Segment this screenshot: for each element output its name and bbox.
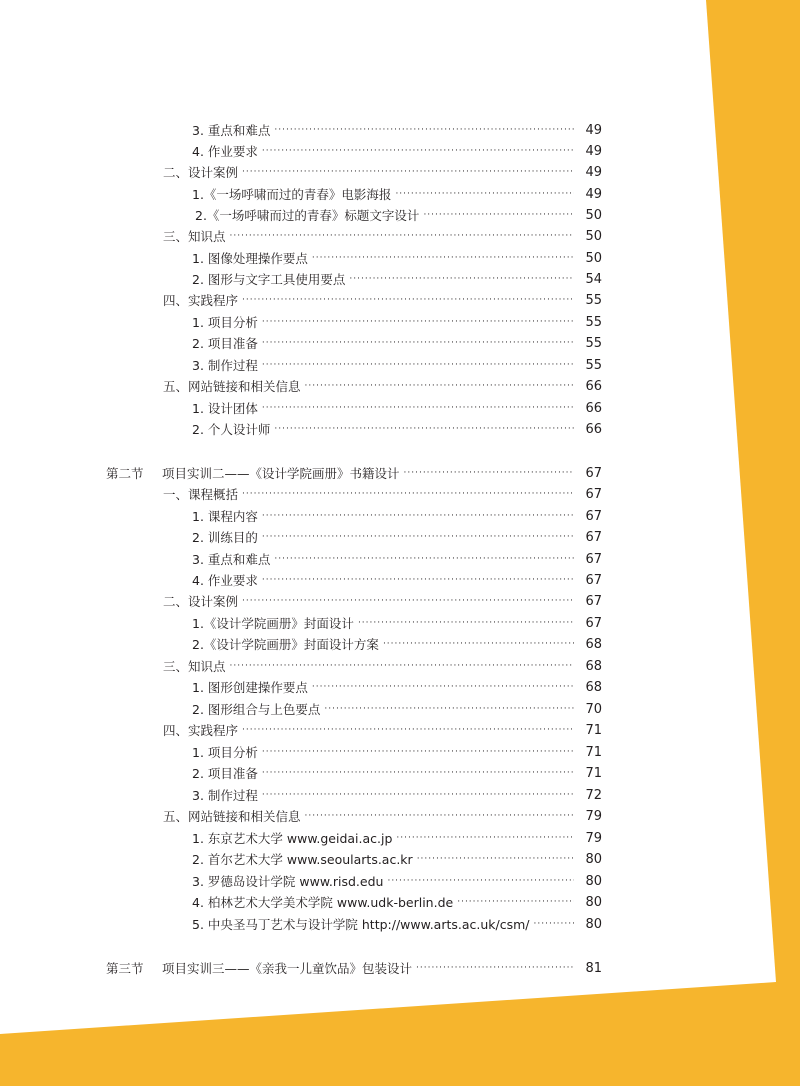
dot-leader [262, 360, 574, 370]
toc-entry[interactable] [192, 742, 602, 762]
toc-entry-page: 80 [585, 916, 602, 932]
toc-entry-page: 55 [585, 292, 602, 308]
toc-entry-page: 49 [585, 122, 602, 138]
toc-entry-page: 50 [585, 207, 602, 223]
toc-entry-page: 50 [585, 250, 602, 266]
toc-entry[interactable] [192, 634, 602, 654]
toc-entry[interactable] [163, 376, 602, 396]
toc-entry-page: 68 [585, 636, 602, 652]
dot-leader [242, 167, 574, 177]
toc-entry[interactable] [192, 549, 602, 569]
dot-leader [242, 725, 574, 735]
dot-leader [395, 189, 574, 199]
toc-entry-label: 五、网站链接和相关信息 [163, 809, 301, 824]
toc-section-tag: 第二节 [106, 466, 144, 481]
toc-entry[interactable] [192, 120, 602, 140]
toc-entry[interactable] [192, 269, 602, 289]
dot-leader [242, 596, 574, 606]
toc-entry[interactable] [163, 484, 602, 504]
toc-entry-label: 二、设计案例 [163, 594, 239, 609]
toc-entry-page: 81 [585, 960, 602, 976]
dot-leader [404, 468, 574, 478]
dot-leader [349, 274, 574, 284]
toc-entry[interactable] [192, 141, 602, 161]
toc-entry[interactable] [192, 398, 602, 418]
toc-entry-label: 1. 图形创建操作要点 [192, 680, 308, 695]
toc-entry-page: 55 [585, 335, 602, 351]
toc-entry[interactable] [192, 849, 602, 869]
toc-entry[interactable] [163, 656, 602, 676]
toc-entry[interactable] [163, 806, 602, 826]
dot-leader [312, 682, 574, 692]
toc-entry[interactable] [163, 226, 602, 246]
dot-leader [274, 125, 574, 135]
dot-leader [262, 747, 574, 757]
toc-entry-label: 1.《设计学院画册》封面设计 [192, 616, 354, 631]
toc-entry-label: 1. 项目分析 [192, 315, 258, 330]
toc-entry-label: 一、课程概括 [163, 487, 239, 502]
toc-entry[interactable] [192, 914, 602, 934]
dot-leader [262, 790, 574, 800]
dot-leader [262, 338, 574, 348]
dot-leader [383, 639, 574, 649]
dot-leader [230, 661, 574, 671]
toc-entry-label: 3. 罗德岛设计学院 www.risd.edu [192, 874, 384, 889]
dot-leader [262, 575, 574, 585]
toc-entry-page: 67 [585, 465, 602, 481]
toc-entry-label: 3. 制作过程 [192, 358, 258, 373]
toc-entry-label: 3. 制作过程 [192, 788, 258, 803]
toc-entry-page: 67 [585, 551, 602, 567]
toc-entry-page: 70 [585, 701, 602, 717]
toc-entry-page: 79 [585, 808, 602, 824]
toc-entry-page: 49 [585, 164, 602, 180]
toc-entry-label: 2. 图形组合与上色要点 [192, 702, 321, 717]
toc-entry-page: 80 [585, 851, 602, 867]
toc-entry-page: 66 [585, 421, 602, 437]
toc-entry-label: 三、知识点 [163, 659, 226, 674]
toc-entry-label: 1. 设计团体 [192, 401, 258, 416]
toc-entry-page: 67 [585, 572, 602, 588]
toc-entry[interactable] [192, 763, 602, 783]
toc-entry[interactable] [163, 290, 602, 310]
toc-entry[interactable] [192, 355, 602, 375]
dot-leader [457, 897, 574, 907]
toc-entry-page: 68 [585, 658, 602, 674]
dot-leader [312, 253, 574, 263]
toc-entry-label: 3. 重点和难点 [192, 552, 271, 567]
toc-entry-label: 三、知识点 [163, 229, 226, 244]
toc-entry-page: 49 [585, 186, 602, 202]
toc-section-title: 项目实训三——《亲我一儿童饮品》包装设计 [162, 961, 413, 976]
toc-entry-label: 四、实践程序 [163, 723, 239, 738]
toc-entry-page: 54 [585, 271, 602, 287]
dot-leader [262, 317, 574, 327]
toc-entry[interactable] [192, 785, 602, 805]
toc-entry[interactable] [192, 699, 602, 719]
toc-entry-page: 66 [585, 400, 602, 416]
toc-entry[interactable] [192, 184, 602, 204]
toc-entry[interactable] [192, 527, 602, 547]
toc-entry-label: 1.《一场呼啸而过的青春》电影海报 [192, 187, 392, 202]
toc-entry-label: 2. 图形与文字工具使用要点 [192, 272, 346, 287]
dot-leader [262, 403, 574, 413]
toc-entry-label: 3. 重点和难点 [192, 123, 271, 138]
toc-entry[interactable] [192, 506, 602, 526]
toc-entry[interactable] [192, 892, 602, 912]
toc-entry[interactable] [192, 312, 602, 332]
toc-entry-label: 2. 个人设计师 [192, 422, 271, 437]
toc-entry-label: 4. 柏林艺术大学美术学院 www.udk-berlin.de [192, 895, 454, 910]
toc-entry-page: 71 [585, 744, 602, 760]
dot-leader [242, 489, 574, 499]
toc-entry-page: 67 [585, 615, 602, 631]
toc-entry-page: 79 [585, 830, 602, 846]
dot-leader [262, 146, 574, 156]
toc-entry[interactable] [163, 162, 602, 182]
toc-entry-page: 50 [585, 228, 602, 244]
dot-leader [262, 768, 574, 778]
toc-entry-label: 2. 项目准备 [192, 766, 258, 781]
toc-entry-label: 四、实践程序 [163, 293, 239, 308]
toc-entry[interactable] [192, 677, 602, 697]
dot-leader [262, 532, 574, 542]
toc-section-tag: 第三节 [106, 961, 144, 976]
toc-section-title: 项目实训二——《设计学院画册》书籍设计 [162, 466, 400, 481]
dot-leader [242, 295, 574, 305]
dot-leader [262, 511, 574, 521]
dot-leader [358, 618, 574, 628]
dot-leader [274, 554, 574, 564]
toc-entry-page: 71 [585, 722, 602, 738]
toc-entry[interactable] [192, 613, 602, 633]
toc-entry[interactable] [192, 871, 602, 891]
toc-entry-page: 55 [585, 314, 602, 330]
dot-leader [230, 231, 574, 241]
toc-entry[interactable] [163, 591, 602, 611]
toc-entry[interactable] [192, 248, 602, 268]
toc-entry-page: 49 [585, 143, 602, 159]
toc-entry-label: 1. 课程内容 [192, 509, 258, 524]
toc-entry-page: 55 [585, 357, 602, 373]
dot-leader [387, 876, 574, 886]
toc-entry-page: 80 [585, 894, 602, 910]
dot-leader [534, 919, 574, 929]
toc-entry-label: 二、设计案例 [163, 165, 239, 180]
dot-leader [416, 963, 574, 973]
toc-section-entry[interactable] [106, 958, 602, 978]
toc-entry-label: 1. 图像处理操作要点 [192, 251, 308, 266]
toc-entry-page: 67 [585, 529, 602, 545]
toc-entry-page: 67 [585, 508, 602, 524]
toc-entry[interactable] [192, 570, 602, 590]
toc-entry-label: 2.《设计学院画册》封面设计方案 [192, 637, 379, 652]
toc-entry-label: 4. 作业要求 [192, 573, 258, 588]
toc-entry[interactable] [192, 828, 602, 848]
toc-entry-page: 67 [585, 486, 602, 502]
toc-entry-page: 67 [585, 593, 602, 609]
toc-entry-label: 1. 东京艺术大学 www.geidai.ac.jp [192, 831, 393, 846]
toc-entry-label: 2. 首尔艺术大学 www.seoularts.ac.kr [192, 852, 413, 867]
toc-entry-page: 71 [585, 765, 602, 781]
dot-leader [423, 210, 574, 220]
toc-entry-label: 4. 作业要求 [192, 144, 258, 159]
toc-entry-page: 80 [585, 873, 602, 889]
dot-leader [274, 424, 574, 434]
toc-entry-label: 五、网站链接和相关信息 [163, 379, 301, 394]
dot-leader [417, 854, 574, 864]
toc-entry[interactable] [195, 205, 602, 225]
toc-entry-label: 5. 中央圣马丁艺术与设计学院 http://www.arts.ac.uk/csm/ [192, 917, 530, 932]
toc-entry[interactable] [192, 333, 602, 353]
toc-entry-page: 68 [585, 679, 602, 695]
toc-entry-label: 1. 项目分析 [192, 745, 258, 760]
toc-entry[interactable] [163, 720, 602, 740]
dot-leader [324, 704, 574, 714]
toc-entry-page: 66 [585, 378, 602, 394]
toc-entry-label: 2. 项目准备 [192, 336, 258, 351]
dot-leader [396, 833, 574, 843]
toc-entry[interactable] [192, 419, 602, 439]
dot-leader [305, 811, 574, 821]
dot-leader [305, 381, 574, 391]
toc-entry-page: 72 [585, 787, 602, 803]
toc-entry-label: 2. 训练目的 [192, 530, 258, 545]
toc-section-entry[interactable] [106, 463, 602, 483]
toc-entry-label: 2.《一场呼啸而过的青春》标题文字设计 [195, 208, 420, 223]
